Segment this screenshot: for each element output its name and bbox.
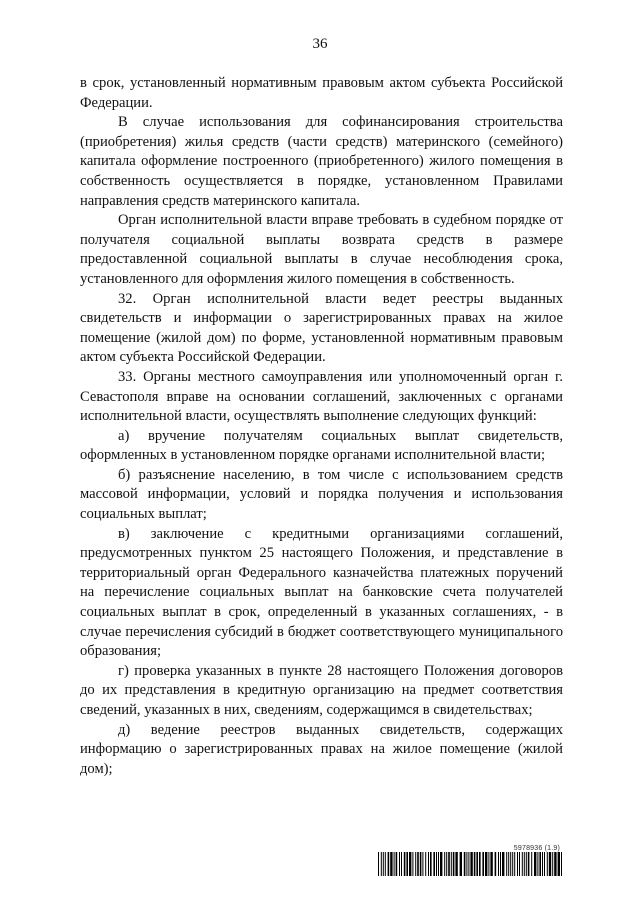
paragraph: д) ведение реестров выданных свидетельств, содержащих информацию о зарегистрированных правах на жилое помещение (жилой дом); <box>80 721 563 777</box>
paragraph: В случае использования для софинансирования строительства (приобретения) жилья средств (части средств) материнского (семейного) капитала оформление построенного (приобретенного) жилого помещения в собственность осуществляется в порядке, установленном Правилами направления средств материнского капитала. <box>80 114 563 209</box>
paragraph: а) вручение получателям социальных выплат свидетельств, оформленных в установленном порядке органами исполнительной власти; <box>80 427 563 464</box>
paragraph: 33. Органы местного самоуправления или уполномоченный орган г. Севастополя вправе на основании соглашений, заключенных с органами исполнительной власти, осуществлять выполнение следующих функций: <box>80 368 563 425</box>
document-body <box>80 74 563 779</box>
paragraph: б) разъяснение населению, в том числе с использованием средств массовой информации, условий и порядка получения и использования социальных выплат; <box>80 466 563 523</box>
document-footer-code: 5978936 (1.9) <box>513 845 560 852</box>
paragraph: в) заключение с кредитными организациями соглашений, предусмотренных пунктом 25 настоящего Положения, и представление в территориальный орган Федерального казначейства платежных поручений на перечисление социальных выплат на банковские счета получателей социальных выплат в срок, определенный в указанных соглашениях, - в случае перечисления субсидий в бюджет соответствующего муниципального образования; <box>80 525 563 660</box>
paragraph: Орган исполнительной власти вправе требовать в судебном порядке от получателя социальной выплаты возврата средств в размере предоставленной социальной выплаты в случае несоблюдения срока, установленного для оформления жилого помещения в собственность. <box>80 212 563 287</box>
page-number: 36 <box>312 36 328 52</box>
paragraph: в срок, установленный нормативным правовым актом субъекта Российской Федерации. <box>80 75 563 111</box>
paragraph: г) проверка указанных в пункте 28 настоящего Положения договоров до их представления в кредитную организацию на предмет соответствия сведений, указанных в них, сведениям, содержащимся в свидетельствах; <box>80 662 563 718</box>
paragraph: 32. Орган исполнительной власти ведет реестры выданных свидетельств и информации о зарегистрированных правах на жилое помещение (жилой дом) по форме, установленной нормативным правовым актом субъекта Российской Федерации. <box>80 290 563 366</box>
barcode-icon <box>378 852 562 876</box>
